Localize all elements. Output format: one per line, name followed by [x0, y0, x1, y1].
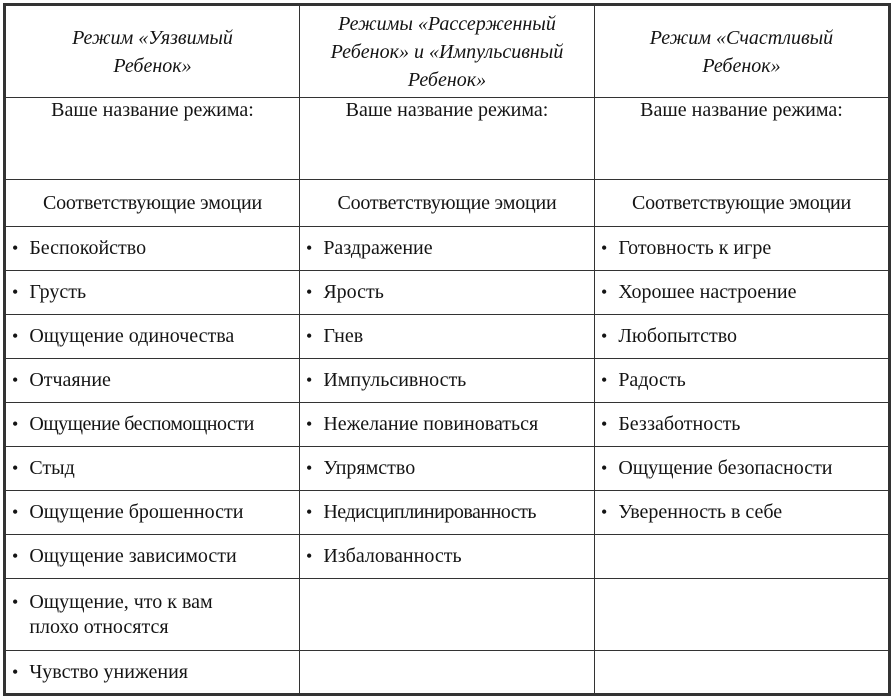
mode-header-cell-happy — [595, 5, 890, 98]
emotion-cell — [595, 315, 890, 359]
emotions-header-cell: Соответствующие эмоции — [5, 180, 300, 227]
bullet-icon: • — [601, 502, 608, 522]
emotion-cell — [300, 491, 595, 535]
emotion-cell — [595, 359, 890, 403]
bullet-icon: • — [306, 546, 313, 566]
mode-header-label: Режим «Счастливый Ребенок» — [649, 26, 834, 77]
emotion-label: Нежелание повиноваться — [323, 413, 539, 435]
mode-header-row — [5, 5, 890, 98]
emotion-cell — [5, 403, 300, 447]
mode-name-cell: Ваше название режима: — [5, 98, 300, 180]
emotion-row — [5, 227, 890, 271]
emotion-row — [5, 535, 890, 579]
emotion-label: Чувство унижения — [29, 660, 189, 683]
emotion-cell — [5, 359, 300, 403]
bullet-icon: • — [12, 458, 19, 478]
emotion-cell — [5, 227, 300, 271]
mode-header-label: Режим «Уязвимый Ребенок» — [72, 26, 233, 77]
bullet-icon: • — [12, 502, 19, 522]
emotion-cell — [5, 271, 300, 315]
bullet-icon: • — [12, 591, 19, 612]
bullet-icon: • — [306, 458, 313, 478]
emotion-cell — [595, 447, 890, 491]
emotion-row — [5, 579, 890, 651]
bullet-icon: • — [306, 370, 313, 390]
emotion-label: Гнев — [323, 325, 364, 347]
emotion-label: Раздражение — [323, 237, 433, 259]
bullet-icon: • — [601, 370, 608, 390]
mode-header-cell-vulnerable — [5, 5, 300, 98]
bullet-icon: • — [12, 238, 19, 258]
emotion-label: Избалованность — [323, 545, 462, 567]
emotion-label: Стыд — [29, 457, 75, 479]
emotion-label: Ощущение одиночества — [29, 325, 235, 347]
emotions-header-cell: Соответствующие эмоции — [300, 180, 595, 227]
mode-name-cell: Ваше название режима: — [595, 98, 890, 180]
emotion-row — [5, 447, 890, 491]
emotion-label: Ощущение зависимости — [29, 545, 237, 567]
bullet-icon: • — [12, 326, 19, 346]
emotion-label: Беззаботность — [618, 413, 741, 435]
emotion-cell — [5, 447, 300, 491]
emotion-cell — [595, 227, 890, 271]
emotion-cell — [300, 271, 595, 315]
emotion-label: Беспокойство — [29, 237, 147, 259]
bullet-icon: • — [601, 458, 608, 478]
emotion-label: Отчаяние — [29, 369, 111, 391]
emotion-label: Ярость — [323, 281, 384, 303]
bullet-icon: • — [12, 282, 19, 302]
emotion-label: Недисциплинированность — [323, 501, 537, 523]
bullet-icon: • — [601, 238, 608, 258]
emotion-label: Ощущение безопасности — [618, 457, 833, 479]
emotion-label: Упрямство — [323, 457, 416, 479]
emotion-label: Ощущение беспомощности — [29, 413, 254, 435]
emotion-cell-empty — [300, 651, 595, 695]
emotion-cell — [300, 447, 595, 491]
emotion-cell — [5, 315, 300, 359]
bullet-icon: • — [12, 661, 19, 682]
bullet-icon: • — [601, 414, 608, 434]
emotion-cell — [300, 403, 595, 447]
bullet-icon: • — [601, 282, 608, 302]
emotion-label: Грусть — [29, 281, 87, 303]
bullet-icon: • — [12, 546, 19, 566]
emotion-row — [5, 491, 890, 535]
emotion-cell-empty — [595, 579, 890, 651]
emotion-cell — [595, 403, 890, 447]
emotion-row — [5, 271, 890, 315]
emotion-cell — [5, 535, 300, 579]
bullet-icon: • — [12, 370, 19, 390]
bullet-icon: • — [306, 326, 313, 346]
emotions-header-row — [5, 180, 890, 227]
emotion-label: Ощущение, что к вам плохо относятся — [29, 590, 213, 638]
emotion-cell — [5, 579, 300, 651]
emotion-row — [5, 315, 890, 359]
emotions-header-cell: Соответствующие эмоции — [595, 180, 890, 227]
emotion-cell — [300, 227, 595, 271]
emotion-label: Радость — [618, 369, 686, 391]
emotion-cell — [300, 535, 595, 579]
emotion-cell-empty — [595, 651, 890, 695]
emotion-cell — [595, 491, 890, 535]
emotion-label: Уверенность в себе — [618, 501, 783, 523]
emotion-label: Ощущение брошенности — [29, 501, 244, 523]
emotion-cell — [5, 491, 300, 535]
emotion-label: Любопытство — [618, 325, 738, 347]
bullet-icon: • — [12, 414, 19, 434]
emotion-cell — [5, 651, 300, 695]
emotion-row — [5, 403, 890, 447]
bullet-icon: • — [306, 502, 313, 522]
mode-name-cell: Ваше название режима: — [300, 98, 595, 180]
mode-name-row — [5, 98, 890, 180]
emotion-label: Готовность к игре — [618, 237, 772, 259]
modes-table — [3, 3, 891, 696]
emotion-cell — [595, 271, 890, 315]
emotion-cell — [300, 315, 595, 359]
bullet-icon: • — [306, 414, 313, 434]
bullet-icon: • — [306, 282, 313, 302]
emotion-row — [5, 359, 890, 403]
emotion-cell-empty — [595, 535, 890, 579]
emotion-cell-empty — [300, 579, 595, 651]
emotion-cell — [300, 359, 595, 403]
bullet-icon: • — [306, 238, 313, 258]
mode-header-cell-angry-impulsive — [300, 5, 595, 98]
emotion-row — [5, 651, 890, 695]
mode-header-label: Режимы «Рассерженный Ребенок» и «Импульсивный Ребенок» — [330, 12, 564, 91]
bullet-icon: • — [601, 326, 608, 346]
emotion-label: Хорошее настроение — [618, 281, 797, 303]
emotion-label: Импульсивность — [323, 369, 467, 391]
